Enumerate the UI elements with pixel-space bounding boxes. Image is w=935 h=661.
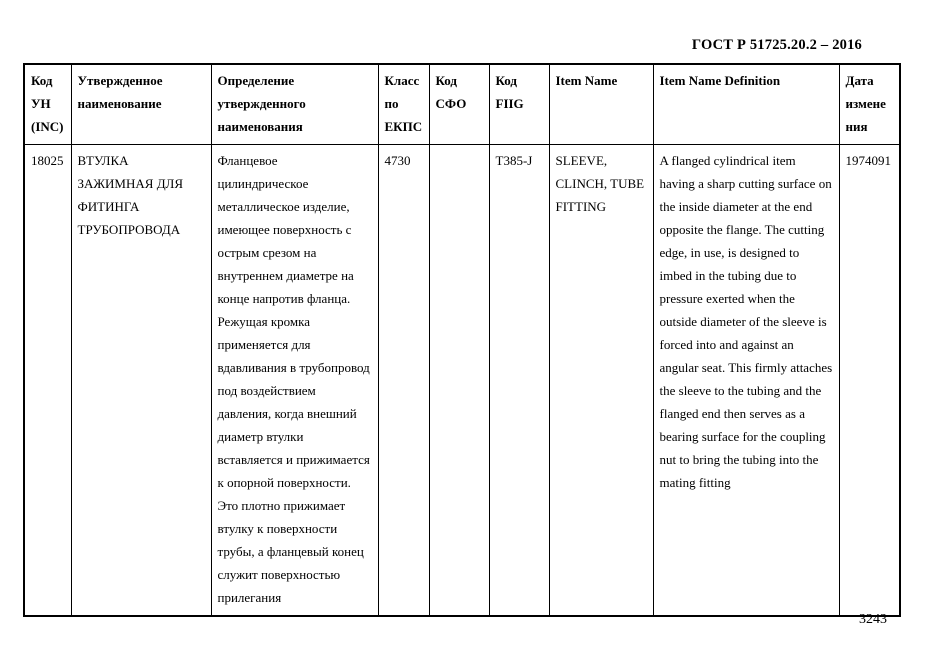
cell-inc-code: 18025 [24,145,71,617]
page-number: 3243 [859,612,887,627]
col-header-item-name: Item Name [549,64,653,145]
col-header-sfo-code: Код СФО [429,64,489,145]
cell-approved-name-definition: Фланцевое цилиндрическое металлическое изделие, имеющее поверхность с острым срезом на внутреннем диаметре на конце напротив фланца. Режущая кромка применяется для вдавливания в трубопровод под воздействием давления, когда внешний диаметр втулки вставляется и прижимается к опорной поверхности. Это плотно прижимает втулку к поверхности трубы, а фланцевый конец служит поверхностью прилегания [211,145,378,617]
cell-item-name: SLEEVE, CLINCH, TUBE FITTING [549,145,653,617]
cell-item-name-definition: A flanged cylindrical item having a sharp cutting surface on the inside diameter at the end opposite the flange. The cutting edge, in use, is designed to imbed in the tubing due to pressure exerted when the outside diameter of the sleeve is forced into and against an angular seat. This firmly attaches the sleeve to the tubing and the flanged end then serves as a bearing surface for the coupling nut to bring the tubing into the mating fitting [653,145,839,617]
col-header-change-date: Дата изменения [839,64,900,145]
table-row [24,145,900,617]
cell-change-date: 1974091 [839,145,900,617]
col-header-approved-name: Утвержденное наименование [71,64,211,145]
inc-catalog-table [23,63,901,617]
document-title: ГОСТ Р 51725.20.2 – 2016 [691,37,862,53]
col-header-inc-code: Код УН (INC) [24,64,71,145]
table-header-row [24,64,900,145]
col-header-fiig-code: Код FIIG [489,64,549,145]
col-header-ekps-class: Класс по ЕКПС [378,64,429,145]
cell-approved-name: ВТУЛКА ЗАЖИМНАЯ ДЛЯ ФИТИНГА ТРУБОПРОВОДА [71,145,211,617]
cell-ekps-class: 4730 [378,145,429,617]
cell-fiig-code: T385-J [489,145,549,617]
col-header-item-name-definition: Item Name Definition [653,64,839,145]
col-header-approved-name-definition: Определение утвержденного наименования [211,64,378,145]
cell-sfo-code [429,145,489,617]
